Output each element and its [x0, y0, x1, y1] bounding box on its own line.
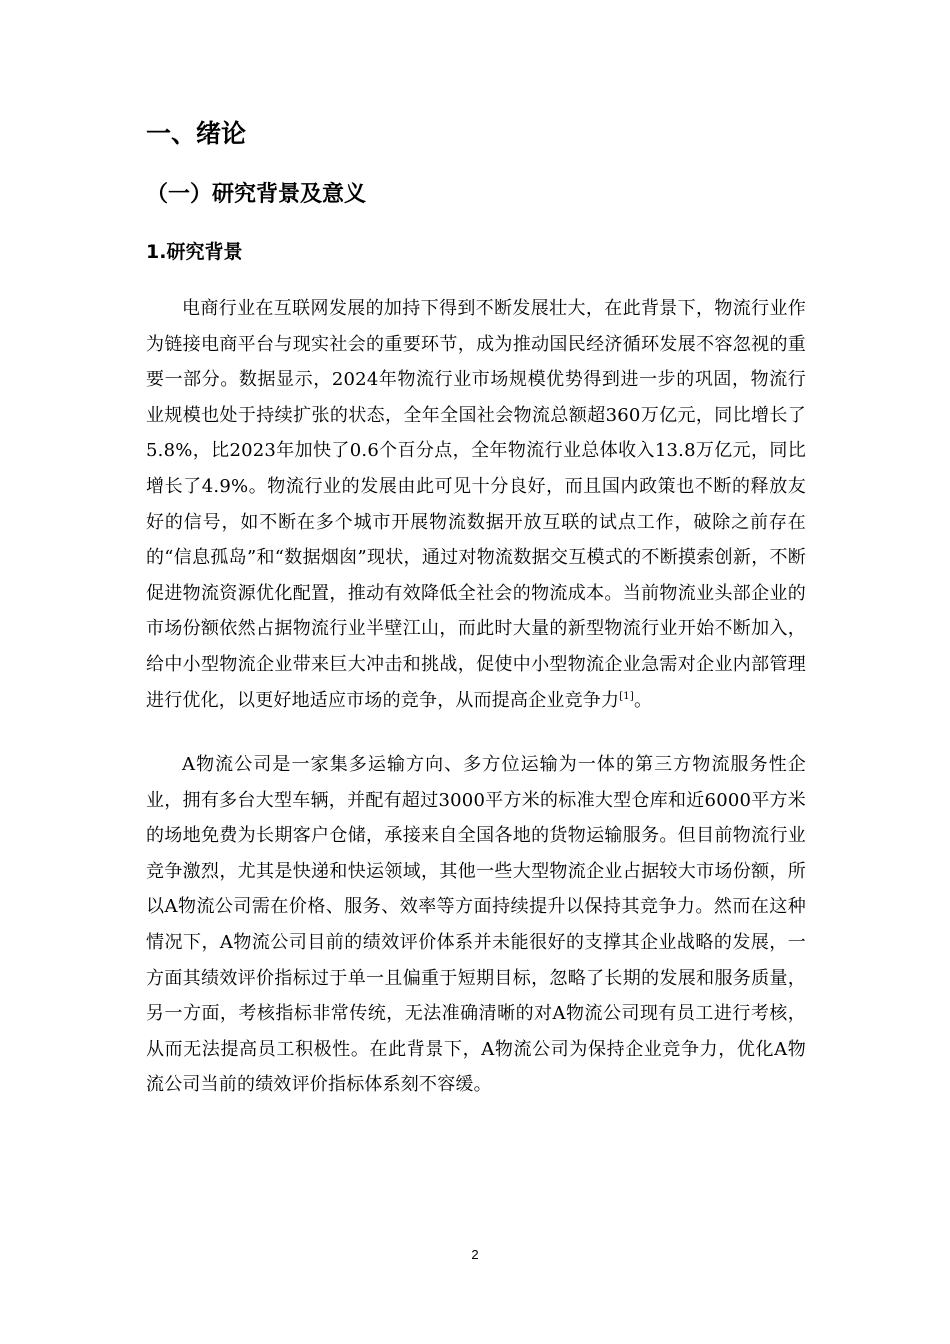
paragraph-company: A物流公司是一家集多运输方向、多方位运输为一体的第三方物流服务性企业，拥有多台大型车辆，并配有超过3000平方米的标准大型仓库和近6000平方米的场地免费为长期客户仓储，承接来自全国各地的货物运输服务。但目前物流行业竞争激烈，尤其是快递和快运领域，其他一些大型物流企业占据较大市场份额，所以A物流公司需在价格、服务、效率等方面持续提升以保持其竞争力。然而在这种情况下，A物流公司目前的绩效评价体系并未能很好的支撑其企业战略的发展，一方面其绩效评价指标过于单一且偏重于短期目标，忽略了长期的发展和服务质量，另一方面，考核指标非常传统，无法准确清晰的对A物流公司现有员工进行考核，从而无法提高员工积极性。在此背景下，A物流公司为保持企业竞争力，优化A物流公司当前的绩效评价指标体系刻不容缓。 — [146, 754, 806, 1096]
subsection-heading: 1.研究背景 — [146, 241, 243, 263]
page-number: 2 — [471, 1247, 479, 1262]
paragraph-background-ending: 。 — [633, 689, 653, 711]
paragraph-background — [146, 291, 806, 718]
paragraph-background-text: 电商行业在互联网发展的加持下得到不断发展壮大，在此背景下，物流行业作为链接电商平台与现实社会的重要环节，成为推动国民经济循环发展不容忽视的重要一部分。数据显示，2024年物流行业市场规模优势得到进一步的巩固，物流行业规模也处于持续扩张的状态，全年全国社会物流总额超360万亿元，同比增长了5.8%，比2023年加快了0.6个百分点，全年物流行业总体收入13.8万亿元，同比增长了4.9%。物流行业的发展由此可见十分良好，而且国内政策也不断的释放友好的信号，如不断在多个城市开展物流数据开放互联的试点工作，破除之前存在的“信息孤岛”和“数据烟囱”现状，通过对物流数据交互模式的不断摸索创新，不断促进物流资源优化配置，推动有效降低全社会的物流成本。当前物流业头部企业的市场份额依然占据物流行业半壁江山，而此时大量的新型物流行业开始不断加入，给中小型物流企业带来巨大冲击和挑战，促使中小型物流企业急需对企业内部管理进行优化，以更好地适应市场的竞争，从而提高企业竞争力 — [146, 298, 806, 711]
chapter-heading: 一、绪论 — [146, 119, 247, 148]
section-heading: （一）研究背景及意义 — [146, 182, 367, 207]
citation-reference: [1] — [619, 690, 634, 702]
